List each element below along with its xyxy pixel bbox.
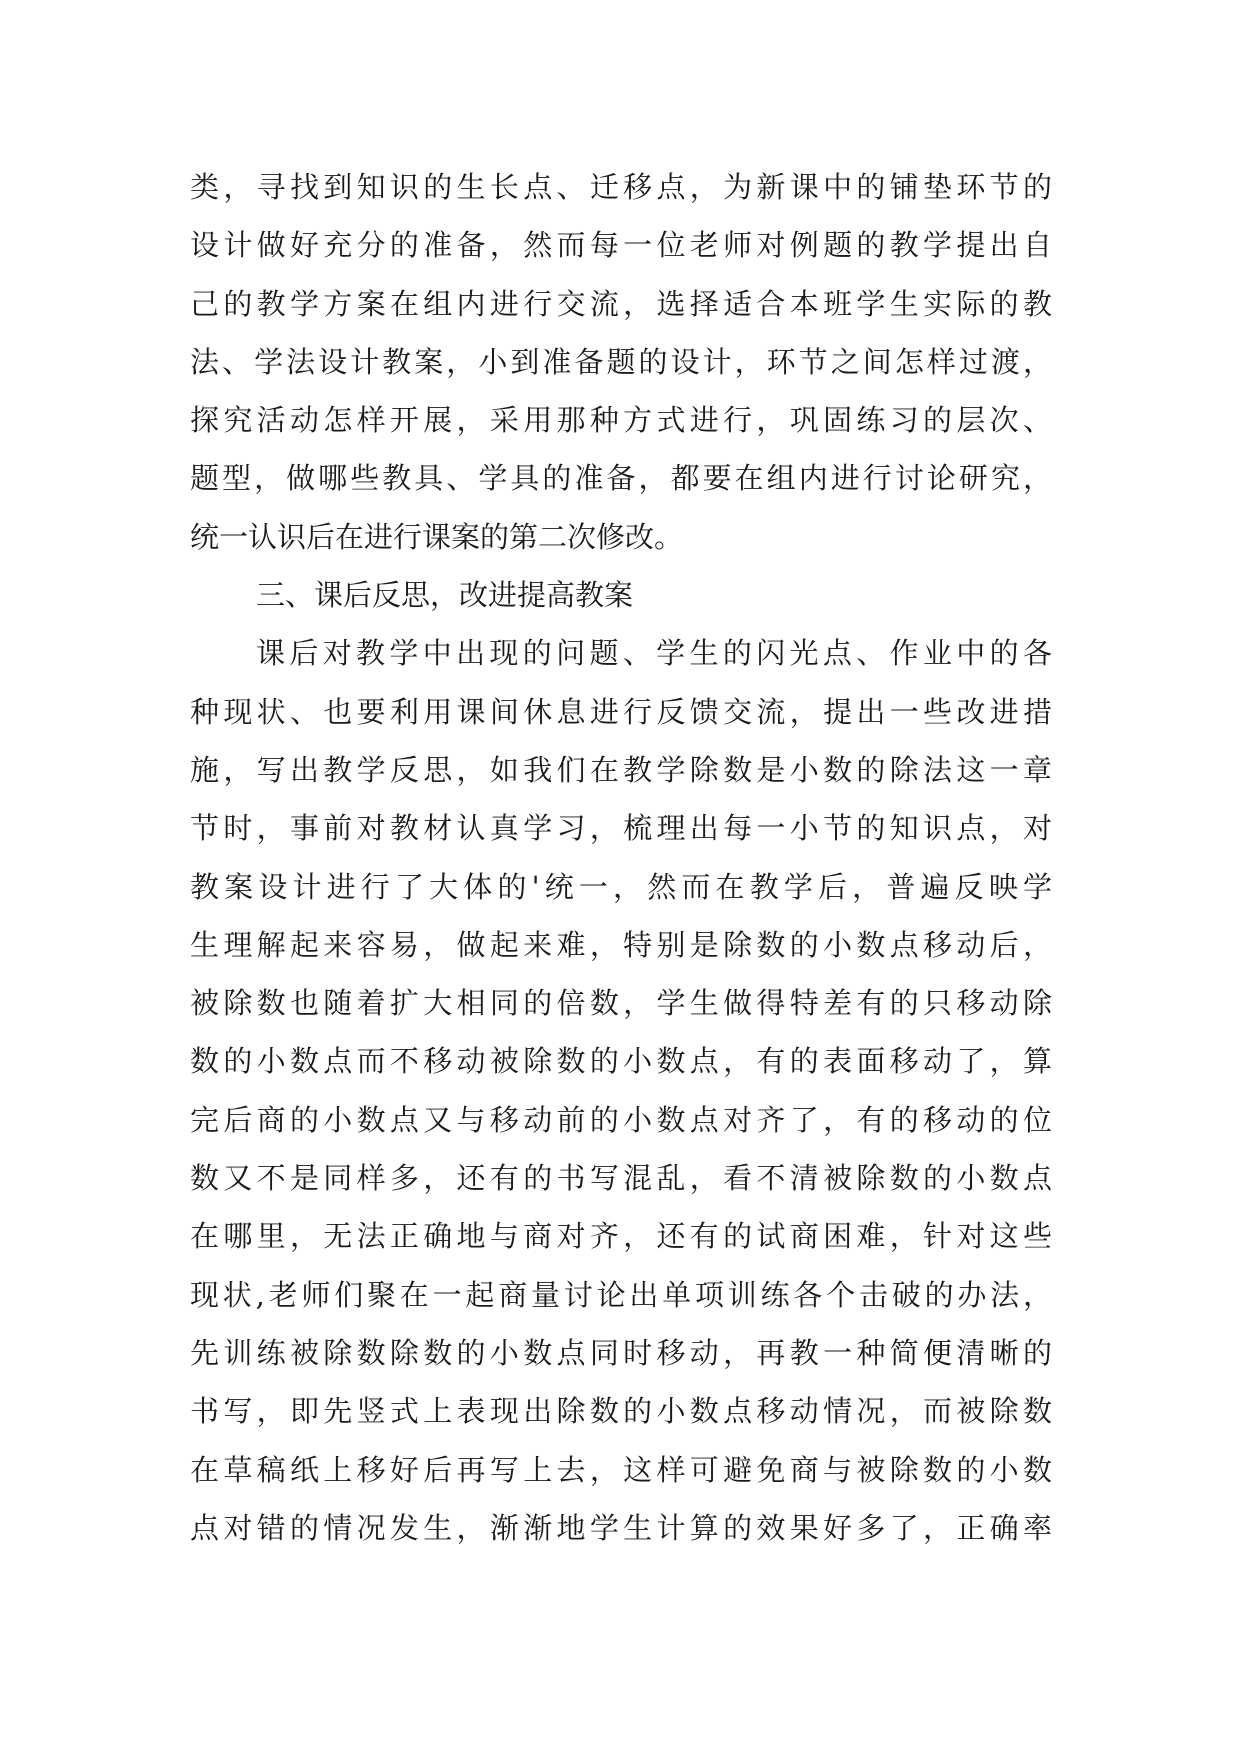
text-line: 类，寻找到知识的生长点、迁移点，为新课中的铺垫环节的 [190, 170, 1052, 204]
text-line: 书写，即先竖式上表现出除数的小数点移动情况，而被除数 [190, 1394, 1052, 1429]
text-line: 点对错的情况发生，渐渐地学生计算的效果好多了，正确率 [190, 1510, 1052, 1545]
paragraph-reflection [190, 624, 1052, 1557]
text-line: 在哪里，无法正确地与商对齐，还有的试商困难，针对这些 [190, 1219, 1052, 1254]
text-line: 设计做好充分的准备，然而每一位老师对例题的教学提出自 [190, 228, 1052, 263]
text-line: 数又不是同样多，还有的书写混乱，看不清被除数的小数点 [190, 1161, 1052, 1196]
text-line: 在草稿纸上移好后再写上去，这样可避免商与被除数的小数 [190, 1452, 1052, 1487]
text-line: 数的小数点而不移动被除数的小数点，有的表面移动了，算 [190, 1044, 1052, 1079]
document-body [190, 158, 1052, 1557]
section-heading: 三、课后反思，改进提高教案 [256, 578, 634, 613]
text-line: 教案设计进行了大体的'统一，然而在教学后，普遍反映学 [190, 869, 1052, 904]
text-line: 被除数也随着扩大相同的倍数，学生做得特差有的只移动除 [190, 986, 1052, 1021]
text-line: 节时，事前对教材认真学习，梳理出每一小节的知识点，对 [190, 811, 1052, 846]
text-line: 己的教学方案在组内进行交流，选择适合本班学生实际的教 [190, 286, 1052, 321]
text-line: 先训练被除数除数的小数点同时移动，再教一种简便清晰的 [190, 1335, 1052, 1370]
text-line: 题型，做哪些教具、学具的准备，都要在组内进行讨论研究， [190, 461, 1052, 496]
text-line: 课后对教学中出现的问题、学生的闪光点、作业中的各 [256, 636, 1052, 671]
text-line: 生理解起来容易，做起来难，特别是除数的小数点移动后， [190, 927, 1052, 962]
text-line: 施，写出教学反思，如我们在教学除数是小数的除法这一章 [190, 752, 1052, 787]
text-line: 完后商的小数点又与移动前的小数点对齐了，有的移动的位 [190, 1102, 1052, 1137]
text-line: 现状,老师们聚在一起商量讨论出单项训练各个击破的办法， [190, 1277, 1052, 1312]
text-line: 法、学法设计教案，小到准备题的设计，环节之间怎样过渡， [190, 344, 1052, 379]
text-line: 种现状、也要利用课间休息进行反馈交流，提出一些改进措 [190, 694, 1052, 729]
text-line: 统一认识后在进行课案的第二次修改。 [190, 519, 684, 554]
text-line: 探究活动怎样开展，采用那种方式进行，巩固练习的层次、 [190, 403, 1052, 438]
paragraph-continuation [190, 158, 1052, 566]
